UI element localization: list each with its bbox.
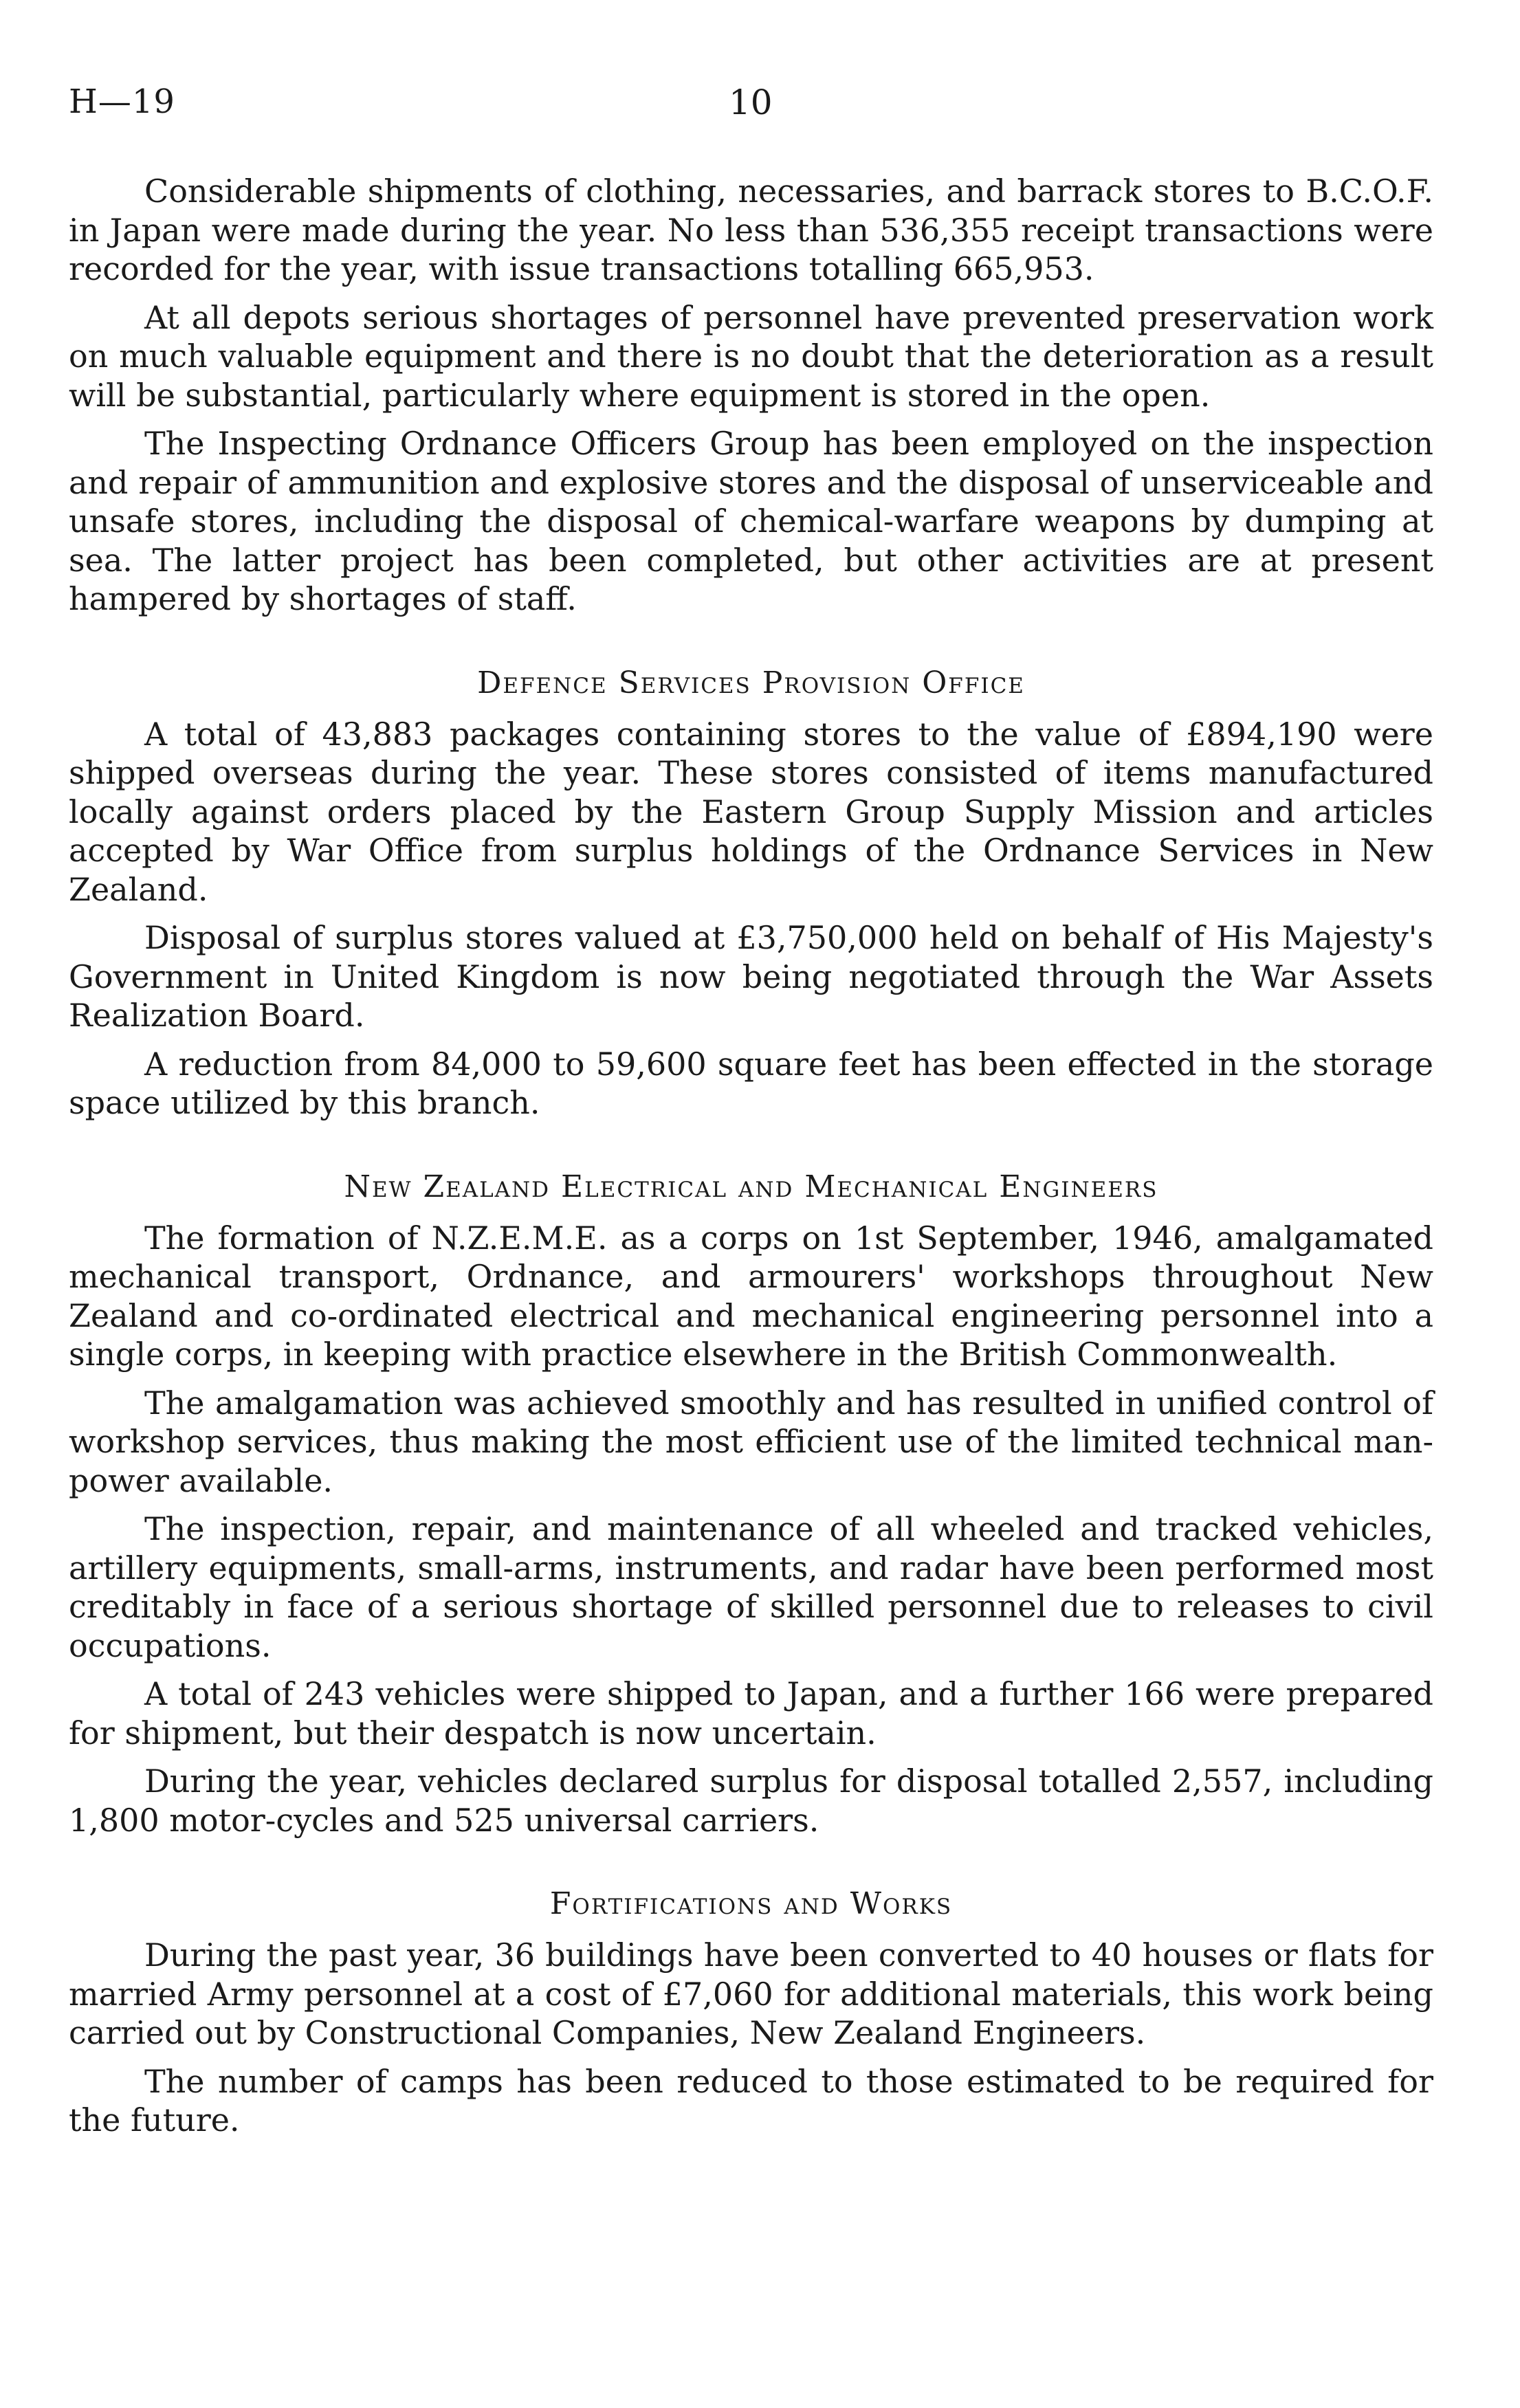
document-reference: H—19 [69, 82, 175, 121]
paragraph: At all depots serious shortages of personnel have prevented preservation work on much valuable equipment and there is no doubt that the deterioration as a result will be substantial, particularly where equipment is stored in the open. [69, 298, 1433, 414]
paragraph: The formation of N.Z.E.M.E. as a corps on 1st September, 1946, amalgamated mechanical transport, Ordnance, and armourers' workshops throughout New Zealand and co-ordinated electrical and mechanical engineering personnel into a single corps, in keeping with practice elsewhere in the British Commonwealth. [69, 1219, 1433, 1373]
section-defence-services-provision-office [69, 664, 1433, 1123]
paragraph: The inspection, repair, and maintenance of all wheeled and tracked vehicles, artillery equipments, small-arms, instruments, and radar have been performed most creditably in face of a serious shortage of skilled personnel due to releases to civil occupations. [69, 1510, 1433, 1664]
section-heading: New Zealand Electrical and Mechanical Engineers [344, 1169, 1158, 1204]
paragraph: The number of camps has been reduced to those estimated to be required for the future. [69, 2062, 1433, 2139]
paragraph: A reduction from 84,000 to 59,600 square feet has been effected in the storage space utilized by this branch. [69, 1045, 1433, 1121]
paragraph: A total of 243 vehicles were shipped to Japan, and a further 166 were prepared for shipment, but their despatch is now uncertain. [69, 1675, 1433, 1752]
page-number: 10 [729, 82, 773, 122]
paragraph: During the year, vehicles declared surplus for disposal totalled 2,557, including 1,800 motor-cycles and 525 universal carriers. [69, 1763, 1433, 1839]
page-header [0, 82, 1520, 131]
paragraph: Considerable shipments of clothing, necessaries, and barrack stores to B.C.O.F. in Japan were made during the year. No less than 536,355 receipt transactions were recorded for the year, with issue transactions totalling 665,953. [69, 173, 1433, 287]
section-fortifications-and-works [69, 1885, 1433, 2140]
page-body [69, 172, 1433, 2140]
section-nz-electrical-mechanical-engineers [69, 1168, 1433, 1840]
paragraph: A total of 43,883 packages containing stores to the value of £894,190 were shipped overseas during the year. These stores consisted of items manufactured locally against orders placed by the Eastern Group Supply Mission and articles accepted by War Office from surplus holdings of the Ordnance Services in New Zealand. [69, 715, 1433, 908]
paragraph: Disposal of surplus stores valued at £3,750,000 held on behalf of His Majesty's Government in United Kingdom is now being negotiated through the War Assets Realization Board. [69, 919, 1433, 1034]
paragraph: The Inspecting Ordnance Officers Group has been employed on the inspection and repair of ammunition and explosive stores and the disposal of unserviceable and unsafe stores, including the disposal of chemical-warfare weapons by dumping at sea. The latter project has been completed, but other activities are at present hampered by shortages of staff. [69, 425, 1433, 617]
intro-block [69, 172, 1433, 619]
paragraph: During the past year, 36 buildings have been converted to 40 houses or flats for married Army personnel at a cost of £7,060 for additional materials, this work being carried out by Constructional Companies, New Zealand Engineers. [69, 1936, 1433, 2051]
section-heading: Fortifications and Works [549, 1886, 953, 1921]
section-heading: Defence Services Provision Office [477, 665, 1025, 700]
paragraph: The amalgamation was achieved smoothly and has resulted in unified control of workshop services, thus making the most efficient use of the limited technical man-power available. [69, 1384, 1433, 1499]
